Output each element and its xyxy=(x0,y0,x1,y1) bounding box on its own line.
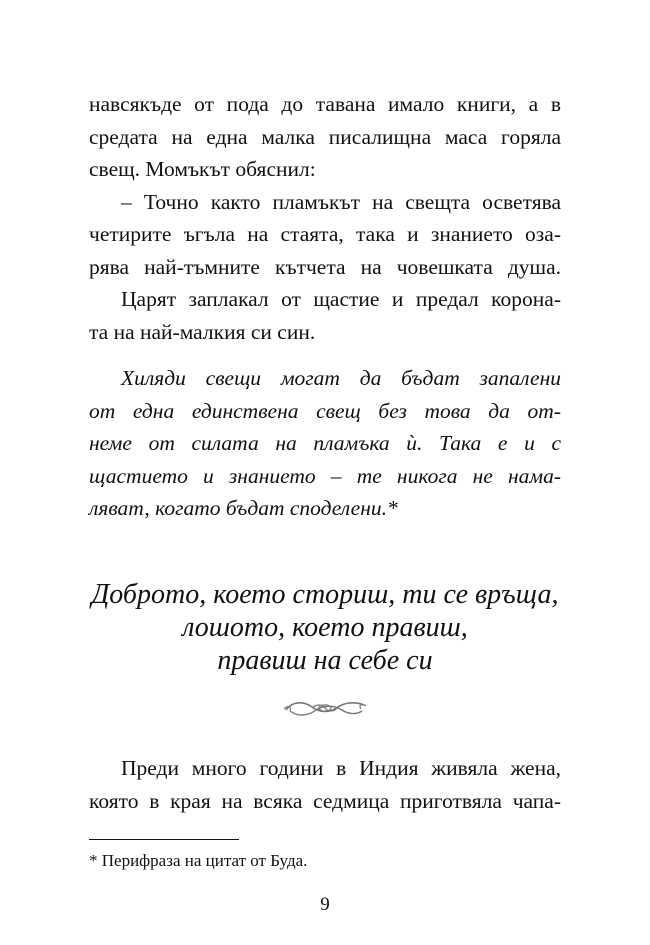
body-line: средата на една малка писалищна маса горяла xyxy=(89,124,561,149)
heading-line: лошото, което правиш, xyxy=(182,612,468,643)
footnote: * Перифраза на цитат от Буда. xyxy=(89,851,308,870)
body-line: Преди много години в Индия живяла жена, xyxy=(121,756,561,780)
body-text-top xyxy=(89,88,561,348)
body-line: навсякъде от пода до тавана имало книги, а в xyxy=(89,92,561,116)
quote-line: Хиляди свещи могат да бъдат запалени xyxy=(121,366,561,390)
heading-line: правиш на себе си xyxy=(217,645,433,676)
body-text-bottom xyxy=(89,752,561,817)
body-line: Царят заплакал от щастие и предал корона- xyxy=(121,287,561,311)
quote-line: от една единствена свещ без това да от- xyxy=(89,398,561,423)
body-line: която в края на всяка седмица приготвяла чапа- xyxy=(89,788,561,813)
footnote-divider xyxy=(89,839,239,840)
quote-line: щастието и знанието – те никога не нама- xyxy=(89,463,561,488)
body-line: четирите ъгъла на стаята, така и знанието оза- xyxy=(89,222,561,246)
quote-line: ляват, когато бъдат споделени.* xyxy=(89,496,398,520)
quote-block xyxy=(89,362,561,525)
chapter-heading xyxy=(60,578,590,677)
flourish-ornament-icon xyxy=(282,695,368,721)
page-number: 9 xyxy=(320,894,330,915)
body-line: – Точно както пламъкът на свещта осветява xyxy=(121,189,561,214)
body-line: рява най-тъмните кътчета на човешката душа. xyxy=(89,254,561,279)
body-line: та на най-малкия си син. xyxy=(89,319,316,344)
quote-line: неме от силата на пламъка ѝ. Така е и с xyxy=(89,431,561,455)
body-line: свещ. Момъкът обяснил: xyxy=(89,157,316,181)
heading-line: Доброто, което сториш, ти се връща, xyxy=(91,579,559,610)
